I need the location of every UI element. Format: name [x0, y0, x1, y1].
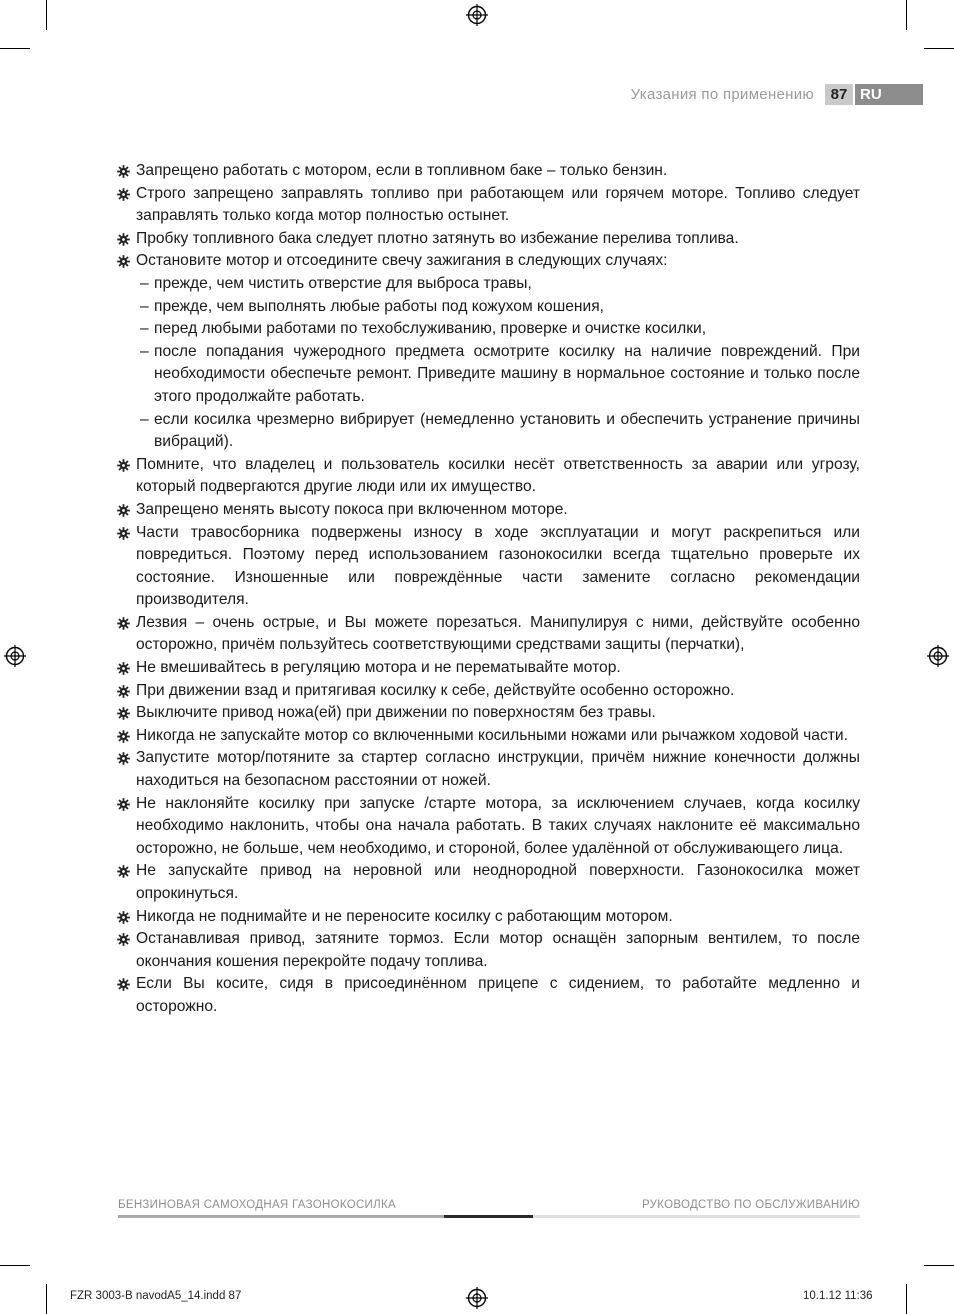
footer-rule: [118, 1215, 444, 1218]
sub-list-item: [116, 273, 860, 296]
list-item-text: Никогда не запускайте мотор со включенными косильными ножами или рычажком ходовой части.: [136, 726, 848, 744]
gear-icon: [116, 725, 136, 747]
language-badge: RU: [855, 84, 923, 105]
dash-marker: –: [140, 410, 149, 428]
gear-icon: [116, 499, 136, 521]
list-item: [116, 680, 860, 703]
dash-marker: –: [140, 320, 149, 338]
list-item-text: Не вмешивайтесь в регуляцию мотора и не перематывайте мотор.: [136, 659, 621, 677]
gear-icon: [116, 906, 136, 928]
sub-list-item-text: если косилка чрезмерно вибрирует (немедленно установить и обеспечить устранение причины вибраций).: [154, 410, 860, 451]
slug-datetime: 10.1.12 11:36: [803, 1290, 873, 1302]
crop-mark: [0, 1265, 30, 1266]
dash-marker: –: [140, 297, 149, 315]
list-item: [116, 725, 860, 748]
gear-icon: [116, 612, 136, 634]
list-item-text: Запрещено менять высоту покоса при включенном моторе.: [136, 500, 568, 518]
instruction-list: [116, 160, 860, 1019]
crop-mark: [924, 1265, 954, 1266]
section-title: Указания по применению: [630, 86, 814, 103]
gear-icon: [116, 657, 136, 679]
sub-list-item: [116, 318, 860, 341]
list-item: [116, 747, 860, 792]
gear-icon: [116, 183, 136, 205]
list-item: [116, 702, 860, 725]
gear-icon: [116, 160, 136, 182]
list-item: [116, 228, 860, 251]
list-item: [116, 454, 860, 499]
list-item-text: Строго запрещено заправлять топливо при работающем или горячем моторе. Топливо следует заправлять только когда мотор полностью остынет.: [136, 184, 860, 225]
list-item-text: Остановите мотор и отсоедините свечу зажигания в следующих случаях:: [136, 252, 668, 270]
sub-list-item-text: прежде, чем чистить отверстие для выброса травы,: [154, 274, 532, 292]
list-item-text: Части травосборника подвержены износу в ходе эксплуатации и могут раскрепиться или повредиться. Поэтому перед использованием газонокосилки всегда тщательно проверьте их состояние. Изношенные или повреждённые части замените согласно рекомендации производителя.: [136, 523, 860, 609]
list-item: [116, 160, 860, 183]
crosshair-icon: [466, 1287, 488, 1309]
list-item: [116, 928, 860, 973]
gear-icon: [116, 228, 136, 250]
gear-icon: [116, 860, 136, 882]
list-item: [116, 657, 860, 680]
list-item-text: Лезвия – очень острые, и Вы можете порезаться. Манипулируя с ними, действуйте особенно осторожно, причём пользуйтесь соответствующими средствами защиты (перчатки),: [136, 613, 860, 654]
list-item-text: Помните, что владелец и пользователь косилки несёт ответственность за аварии или угрозу, который подвергаются другие люди или их имущество.: [136, 455, 860, 496]
gear-icon: [116, 680, 136, 702]
list-item-text: Пробку топливного бака следует плотно затянуть во избежание перелива топлива.: [136, 229, 739, 247]
list-item: [116, 906, 860, 929]
list-item-text: Выключите привод ножа(ей) при движении по поверхностям без травы.: [136, 704, 656, 722]
sub-list-item: [116, 296, 860, 319]
list-item: [116, 793, 860, 861]
crosshair-icon: [927, 645, 949, 667]
crop-mark: [924, 48, 954, 49]
crosshair-icon: [466, 4, 488, 26]
footer-rule: [533, 1215, 860, 1218]
crop-mark: [46, 1284, 47, 1314]
sub-list-item: [116, 341, 860, 409]
list-item: [116, 522, 860, 612]
list-item-text: Если Вы косите, сидя в присоединённом прицепе с сидением, то работайте медленно и осторожно.: [136, 975, 860, 1015]
dash-marker: –: [140, 342, 149, 360]
sub-list-item-text: прежде, чем выполнять любые работы под кожухом кошения,: [154, 297, 604, 315]
list-item: [116, 499, 860, 522]
list-item: [116, 860, 860, 905]
list-item: [116, 183, 860, 228]
gear-icon: [116, 702, 136, 724]
crosshair-icon: [4, 645, 26, 667]
footer-product-title: БЕНЗИНОВАЯ САМОХОДНАЯ ГАЗОНОКОСИЛКА: [118, 1199, 396, 1211]
list-item: [116, 973, 860, 1018]
gear-icon: [116, 454, 136, 476]
footer-rule-accent: [444, 1215, 533, 1218]
list-item-text: При движении взад и притягивая косилку к себе, действуйте особенно осторожно.: [136, 681, 735, 699]
crop-mark: [0, 48, 30, 49]
crop-mark: [906, 1284, 907, 1314]
list-item-text: Не запускайте привод на неровной или неоднородной поверхности. Газонокосилка может опрокинуться.: [136, 862, 860, 902]
list-item-text: Никогда не поднимайте и не переносите косилку с работающим мотором.: [136, 907, 673, 925]
footer-manual-title: РУКОВОДСТВО ПО ОБСЛУЖИВАНИЮ: [641, 1199, 860, 1211]
gear-icon: [116, 973, 136, 995]
sub-list-item-text: перед любыми работами по техобслуживанию, проверке и очистке косилки,: [154, 320, 707, 338]
crop-mark: [46, 0, 47, 30]
list-item-text: Запустите мотор/потяните за стартер согласно инструкции, причём нижние конечности должны находиться на безопасном расстоянии от ножей.: [136, 749, 860, 790]
list-item: [116, 612, 860, 657]
gear-icon: [116, 522, 136, 544]
dash-marker: –: [140, 274, 149, 292]
crop-mark: [906, 0, 907, 30]
sub-list-item-text: после попадания чужеродного предмета осмотрите косилку на наличие повреждений. При необходимости обеспечьте ремонт. Приведите машину в нормальное состояние и только после этого продолжайте работать.: [154, 342, 860, 405]
list-item-text: Не наклоняйте косилку при запуске /старте мотора, за исключением случаев, когда косилку необходимо наклонить, чтобы она начала работать. В таких случаях наклоните её максимально осторожно, не больше, чем необходимо, и стороной, более удалённой от обслуживающего лица.: [136, 794, 860, 857]
gear-icon: [116, 793, 136, 815]
gear-icon: [116, 928, 136, 950]
gear-icon: [116, 747, 136, 769]
list-item-text: Останавливая привод, затяните тормоз. Если мотор оснащён запорным вентилем, то после окончания кошения перекройте подачу топлива.: [136, 930, 860, 970]
list-item: [116, 250, 860, 273]
gear-icon: [116, 250, 136, 272]
page-number: 87: [825, 84, 853, 105]
list-item-text: Запрещено работать с мотором, если в топливном баке – только бензин.: [136, 162, 668, 179]
sub-list-item: [116, 409, 860, 454]
slug-filename: FZR 3003-B navodA5_14.indd 87: [70, 1290, 242, 1302]
